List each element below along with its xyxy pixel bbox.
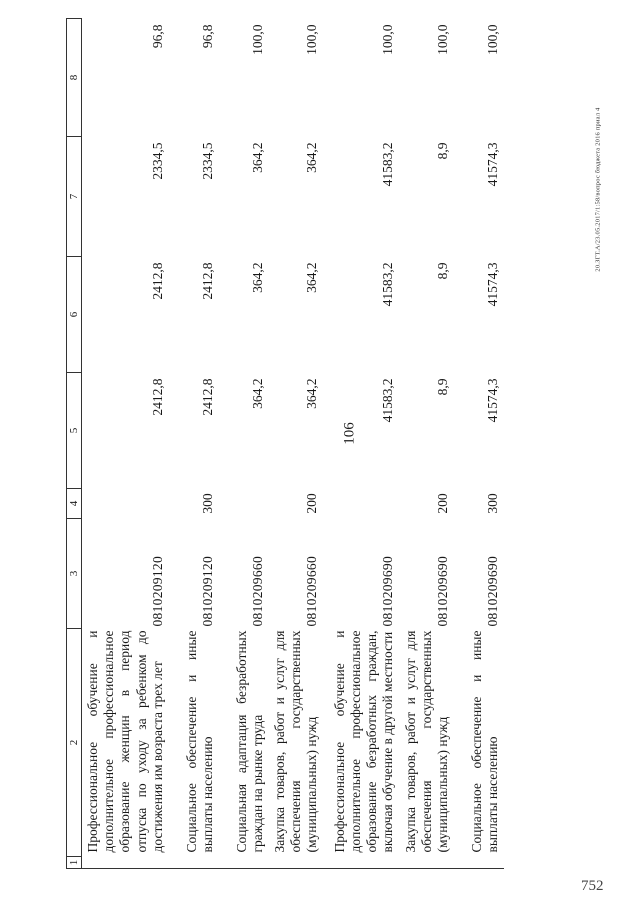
table-row — [219, 19, 269, 869]
row-value-col6: 2412,8 — [199, 262, 215, 300]
row-description: Профессиональное обучение и дополнительное профессиональное образование женщин в период отпуска по уходу за ребенком до достижения им возраста трех лет — [85, 630, 165, 853]
column-header: 1 — [67, 857, 82, 869]
row-code: 0810209660 — [304, 556, 320, 627]
row-value-col7: 41574,3 — [484, 142, 500, 187]
row-value-col5: 2412,8 — [199, 378, 215, 416]
row-value-col7: 41583,2 — [380, 142, 396, 187]
row-value-col8: 100,0 — [380, 24, 396, 55]
page-number: 106 — [341, 422, 358, 445]
row-value-col7: 364,2 — [304, 142, 320, 173]
row-value-col5: 41574,3 — [484, 378, 500, 423]
row-description: Закупка товаров, работ и услуг для обеспечения государственных (муниципальных) нужд — [402, 630, 450, 853]
column-header: 4 — [67, 489, 82, 519]
row-value-col7: 2334,5 — [149, 142, 165, 180]
column-header: 7 — [67, 137, 82, 257]
row-description: Социальное обеспечение и иные выплаты населению — [468, 630, 500, 853]
row-value-col6: 364,2 — [304, 262, 320, 293]
row-value-col8: 100,0 — [304, 24, 320, 55]
row-value-col8: 96,8 — [199, 24, 215, 49]
row-value-col8: 100,0 — [434, 24, 450, 55]
row-value-col5: 364,2 — [304, 378, 320, 409]
row-value-col5: 41583,2 — [380, 378, 396, 423]
row-value-col6: 364,2 — [249, 262, 265, 293]
table-row — [82, 19, 169, 869]
row-code: 0810209690 — [380, 556, 396, 627]
document-footer-code: 20.ЗГТ.А/23.05.2017/1:58/вопрос бюджета 2016 приал 4 — [594, 107, 602, 272]
row-description: Закупка товаров, работ и услуг для обеспечения государственных (муниципальных) нужд — [271, 630, 320, 853]
row-value-col5: 8,9 — [434, 378, 450, 396]
column-header: 3 — [67, 519, 82, 629]
row-expense-type — [219, 489, 269, 519]
row-value-col7: 8,9 — [434, 142, 450, 160]
row-description: Социальное обеспечение и иные выплаты населению — [183, 630, 215, 853]
row-code: 0810209660 — [249, 556, 265, 627]
column-header: 6 — [67, 257, 82, 373]
row-expense-type — [324, 489, 400, 519]
row-expense-type: 300 — [199, 493, 215, 514]
row-expense-type: 200 — [434, 493, 450, 514]
budget-table — [66, 18, 504, 869]
table-row — [169, 19, 219, 869]
row-value-col7: 2334,5 — [199, 142, 215, 180]
row-value-col8: 96,8 — [149, 24, 165, 49]
table-header-row — [67, 19, 82, 869]
column-header: 2 — [67, 629, 82, 857]
row-value-col5: 364,2 — [249, 378, 265, 409]
row-value-col6: 41583,2 — [380, 262, 396, 307]
row-code: 0810209690 — [484, 556, 500, 627]
row-code: 0810209120 — [149, 556, 165, 627]
row-description: Профессиональное обучение и дополнительное профессиональное образование безработных граждан, включая обучение в другой местности — [331, 630, 396, 853]
table-row — [400, 19, 455, 869]
row-description: Социальная адаптация безработных граждан на рынке труда — [233, 630, 265, 853]
table-row — [454, 19, 504, 869]
row-value-col7: 364,2 — [249, 142, 265, 173]
row-value-col6: 2412,8 — [149, 262, 165, 300]
row-expense-type: 300 — [484, 493, 500, 514]
row-value-col5: 2412,8 — [149, 378, 165, 416]
budget-table-container — [66, 19, 536, 869]
table-row — [324, 19, 400, 869]
row-value-col6: 41574,3 — [484, 262, 500, 307]
row-value-col8: 100,0 — [249, 24, 265, 55]
table-row — [269, 19, 324, 869]
row-code: 0810209690 — [434, 556, 450, 627]
row-value-col8: 100,0 — [484, 24, 500, 55]
column-header: 8 — [67, 19, 82, 137]
row-value-col6: 8,9 — [434, 262, 450, 280]
row-expense-type: 200 — [304, 493, 320, 514]
corner-page-number: 752 — [581, 878, 604, 894]
row-code: 0810209120 — [199, 556, 215, 627]
row-expense-type — [82, 489, 169, 519]
column-header: 5 — [67, 373, 82, 489]
